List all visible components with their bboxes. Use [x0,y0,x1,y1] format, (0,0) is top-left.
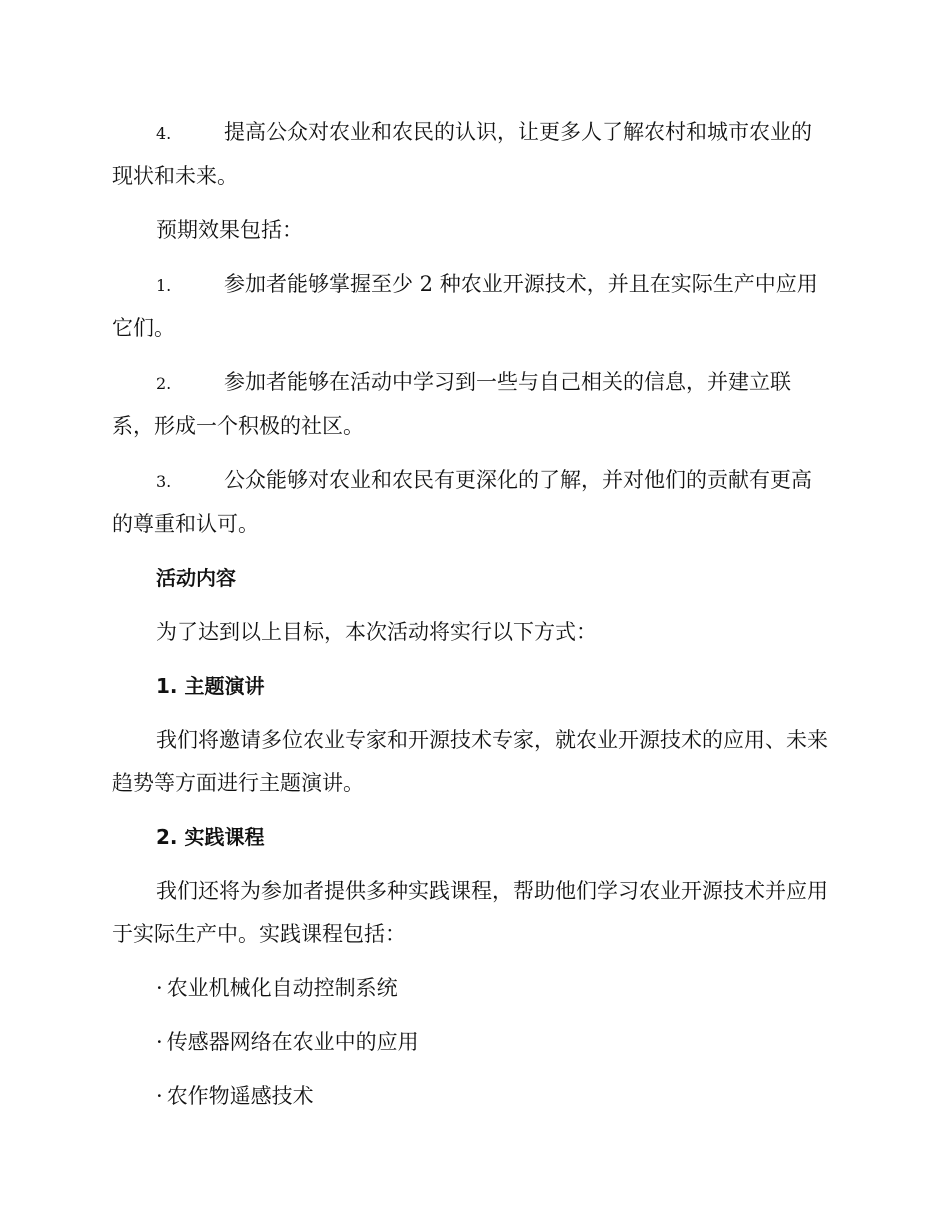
bullet-dot: · [156,1030,163,1054]
list-text: 参加者能够在活动中学习到一些与自己相关的信息，并建立联系，形成一个积极的社区。 [112,370,791,438]
list-number: 3. [156,472,172,491]
bullet-text: 传感器网络在农业中的应用 [166,1030,419,1054]
list-item [112,111,832,198]
section-intro: 为了达到以上目标，本次活动将实行以下方式： [156,620,597,644]
bullet-item [112,1075,832,1118]
list-text: 公众能够对农业和农民有更深化的了解，并对他们的贡献有更高的尊重和认可。 [112,468,812,536]
bullet-dot: · [156,1084,163,1108]
list-item [112,459,832,546]
section-heading: 活动内容 [156,566,236,590]
list-number: 1. [156,276,172,295]
subsection-heading: 2. 实践课程 [156,825,265,849]
list-number: 4. [156,124,172,143]
expected-intro: 预期效果包括： [156,218,303,242]
list-text: 参加者能够掌握至少 2 种农业开源技术，并且在实际生产中应用它们。 [112,272,818,340]
subsection-text: 我们将邀请多位农业专家和开源技术专家，就农业开源技术的应用、未来趋势等方面进行主题演讲。 [112,728,828,795]
bullet-text: 农作物遥感技术 [166,1084,314,1108]
bullet-item [112,1021,832,1064]
subsection-heading: 1. 主题演讲 [156,674,265,698]
list-item [112,263,832,350]
list-number: 2. [156,374,172,393]
list-item [112,361,832,448]
bullet-dot: · [156,976,163,1000]
bullet-item [112,967,832,1010]
subsection-text: 我们还将为参加者提供多种实践课程，帮助他们学习农业开源技术并应用于实际生产中。实践课程包括： [112,879,828,946]
list-text: 提高公众对农业和农民的认识，让更多人了解农村和城市农业的现状和未来。 [112,120,812,188]
bullet-text: 农业机械化自动控制系统 [166,976,398,1000]
